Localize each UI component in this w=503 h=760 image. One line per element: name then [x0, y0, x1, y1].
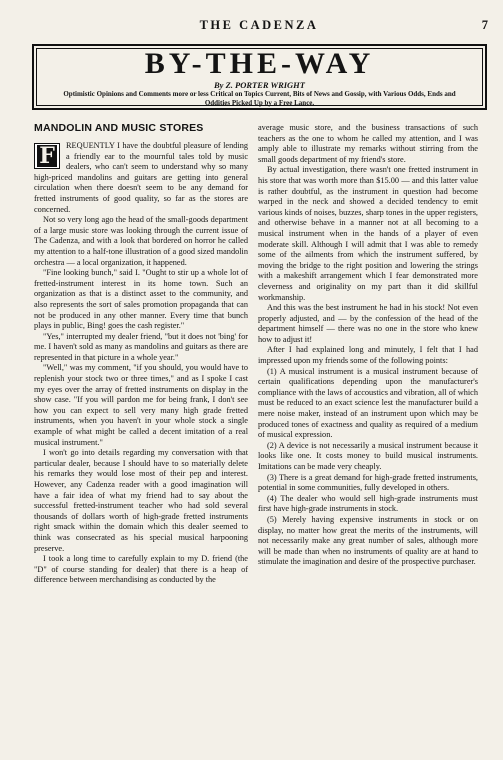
paragraph: I won't go into details regarding my conversation with that particular dealer, because I should have to so materially delete his remarks they would lose most of their pep and interest. However, any Cadenza reader with a good imagination will have a fair idea of what my friend had to say about the successful fretted-instrument teacher who had sold several thousands of dollars worth of high-grade fretted instruments right smack within the domain which this dealer seemed to think was consecrated as his special musical harpooning preserve. [34, 448, 248, 553]
column-title: BY-THE-WAY [144, 47, 375, 80]
list-item: (3) There is a great demand for high-grade fretted instruments, potential in some communities, fully developed in others. [258, 472, 478, 493]
page-number: 7 [481, 18, 488, 32]
paragraph: Not so very long ago the head of the small-goods department of a large music store was looking through the current issue of The Cadenza, and with a look that bordered on horror he called my attention to a half-tone illustration of a good sized mandolin orchestra — a local organization, it happened. [34, 215, 248, 267]
paragraph: "Fine looking bunch," said I. "Ought to stir up a whole lot of fretted-instrument interest in its home town. Such an organization as that is a distinct asset to the community, and also represents the sort of sales promotion propaganda that can not be produced in any other manner. Every time that bunch plays in public, Bing! goes the cash register." [34, 268, 248, 331]
paragraph: And this was the best instrument he had in his stock! Not even properly adjusted, and — by the confession of the head of the department himself — there was no one in the store who knew how to adjust it! [258, 303, 478, 344]
list-item: (5) Merely having expensive instruments in stock or on display, no matter how great the merits of the instruments, will not necessarily make any great number of sales, although more will be made than when no instruments of quality are at hand to stimulate the imagination and desire of the prospective purchaser. [258, 514, 478, 567]
paragraph: After I had explained long and minutely, I felt that I had impressed upon my friends some of the following points: [258, 345, 478, 366]
list-item: (1) A musical instrument is a musical instrument because of certain qualifications depending upon the manufacturer's compliance with the laws of accoustics and vibration, all of which must be reduced to an exact science lest the manufacturer build a mere noise maker, instead of an instrument upon which may be produced tones of exactness and quality as required of a medium of musical expression. [258, 366, 478, 440]
byline: By Z. PORTER WRIGHT [214, 80, 305, 90]
paragraph: average music store, and the business transactions of such teachers as the one to whom he called my attention, and I was amply able to illustrate my remarks without stirring from the small goods department of my friend's store. [258, 123, 478, 164]
paragraph: "Yes," interrupted my dealer friend, "but it does not 'bing' for me. I haven't sold as many as mandolins and guitars as there are represented in that picture in a whole year." [34, 331, 248, 362]
drop-cap-ornament [34, 143, 60, 169]
paragraph: REQUENTLY I have the doubtful pleasure of lending a friendly ear to the mournful tales told by music dealers, who can't seem to understand why so many high-priced mandolins and guitars are getting into general circulation when there doesn't seem to be any demand for fretted instruments of good quality, so far as the stores are concerned. [34, 141, 248, 214]
paragraph: I took a long time to carefully explain to my D. friend (the "D" of course standing for dealer) that there is a heap of difference between merchandising as conducted by the [34, 554, 248, 585]
article-right-column [258, 123, 478, 568]
paragraph: By actual investigation, there wasn't one fretted instrument in his store that was worth more than $15.00 — and this latter value is rather doubtful, as the instrument in question had become warped in the neck and showed a decided tendency to emit various kinds of noises, buzzes, sharp tones in the upper registers, and otherwise behave in a manner not at all becoming to a musical instrument when in the hands of a player of even moderate skill. Although I will admit that I was able to remedy some of the ailments from which the instrument suffered, by moving the bridge to the right position and lowering the strings with a makeshift arrangement which I fear demonstrated more cleverness and originality on my part than it did skillful workmanship. [258, 165, 478, 302]
magazine-title: THE CADENZA [199, 18, 319, 32]
running-head [30, 18, 488, 32]
column-header-box [32, 44, 487, 110]
article-heading: MANDOLIN AND MUSIC STORES [34, 122, 204, 134]
list-item: (4) The dealer who would sell high-grade instruments must first have high-grade instruments in stock. [258, 493, 478, 514]
list-item: (2) A device is not necessarily a musical instrument because it looks like one. It costs money to build musical instruments. Imitations can be made very cheaply. [258, 440, 478, 471]
drop-cap-letter: F [37, 145, 57, 167]
paragraph: "Well," was my comment, "if you should, you would have to replenish your stock two or three times," and as I spoke I cast my eyes over the array of fretted instruments on display in the show case. "If you will pardon me for being frank, I don't see how you can expect to sell very many high grade fretted instruments, when you haven't in your whole stock a single example of what might be called a decent imitation of a real musical instrument." [34, 363, 248, 447]
article-left-column [34, 122, 248, 586]
column-tagline: Optimistic Opinions and Comments more or less Critical on Topics Current, Bits of News and Gossip, with Various Odds, Ends and Oddities Picked Up by a Free Lance. [63, 90, 456, 107]
